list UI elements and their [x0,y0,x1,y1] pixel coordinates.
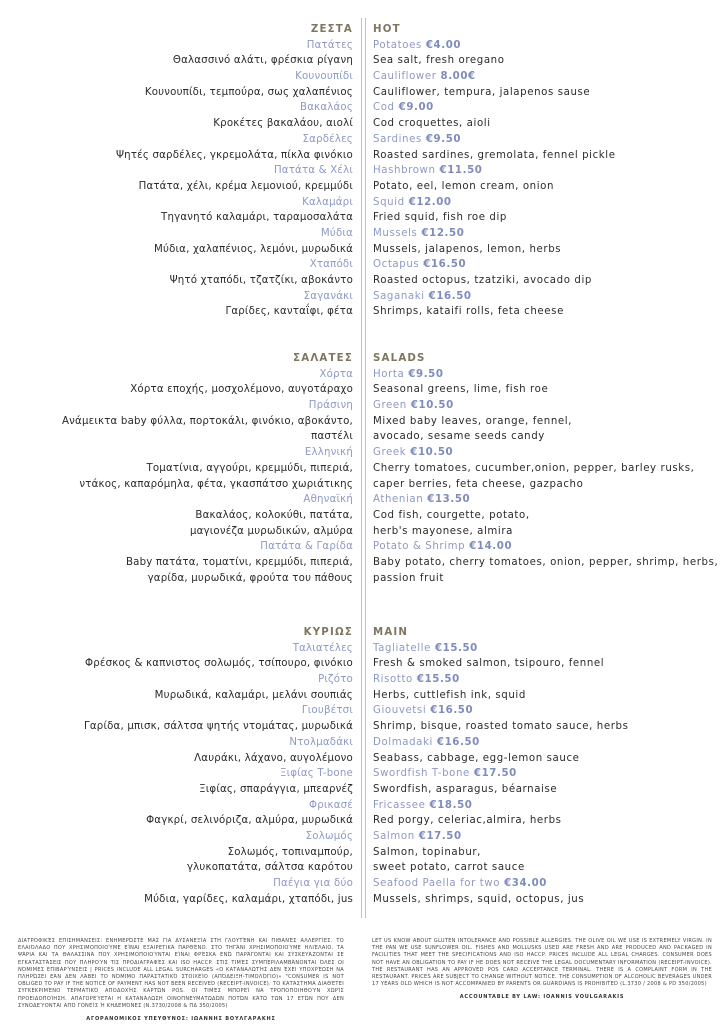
item-description-english: Herbs, cuttlefish ink, squid [373,689,526,701]
item-name-greek: Ριζότο [318,674,353,686]
item-name-english: Swordfish T-bone [373,768,470,780]
menu-item [0,735,724,751]
item-description [0,148,724,164]
item-name-english: Seafood Paella for two [373,878,501,889]
footer-english [372,938,712,1001]
item-description-english: herb's mayonese, almira [373,525,513,537]
menu-item [0,257,724,273]
item-name-greek: Σαγανάκι [303,290,353,302]
item-name-english: Cauliflower [373,71,437,83]
section-title-english: HOT [373,24,401,35]
footer-greek-signature: ΑΓΟΡΑΝΟΜΙΚΟΣ ΥΠΕΥΘΥΝΟΣ: ΙΩΑΝΝΗΣ ΒΟΥΛΓΑΡΑΚΗΣ [86,1016,276,1023]
menu-item [0,132,724,148]
item-description [0,860,724,876]
item-name-greek: Πατάτες [306,39,353,51]
item-name-english-wrap [373,766,517,782]
item-name-english: Octapus [373,259,420,271]
menu-item [0,226,724,242]
section-title-english: MAIN [373,627,409,638]
item-description [0,571,724,587]
item-description-greek: Τοματίνια, αγγούρι, κρεμμύδι, πιπεριά, [146,462,353,474]
footer-greek [18,938,344,1023]
item-name-greek: Κουνουπίδι [295,71,353,83]
item-price: €16.50 [423,259,467,271]
item-price: €17.50 [473,768,517,780]
item-price: €17.50 [418,830,462,842]
item-name-english: Sardines [373,133,422,145]
item-description-greek: Μυρωδικά, καλαμάρι, μελάνι σουπιάς [154,689,353,701]
item-price: €16.50 [430,705,474,717]
item-name-english-wrap [373,445,453,461]
item-description-greek: Baby πατάτα, τοματίνι, κρεμμύδι, πιπεριά, [125,556,353,568]
item-name-english-wrap [373,289,472,305]
item-description [0,751,724,767]
item-price: €34.00 [504,878,547,889]
item-description [0,656,724,672]
item-description [0,304,724,320]
item-name-english-wrap [373,876,547,892]
menu-item [0,876,724,892]
footer-english-notice: LET US KNOW ABOUT GLUTEN INTOLERANCE AND POSSIBLE ALLERGIES. THE OLIVE OIL WE USE IS EXTREMELY VIRGIN. IN THE PAN WE USE SUNFLOWER OIL. FISHES AND MOLLUSKS USED ARE FRESH AND ARE PRODUCED AND PACKAGED IN FACILITIES THAT MEET THE SPECIFICATIONS AND ISO HACCP. PRICES INCLUDE ALL LEGAL CHARGES. CONSUMER DOES NOT HAVE AN OBLIGATION TO PAY IF HE DOES NOT RECEIVE THE LEGAL DOCUMENTARY INFORMATION (RECEIPT-INVOICE). THE RESTAURANT HAS AN APPROVED POS CARD ACCEPTANCE TERMINAL. THERE IS A COMPLAINT FORM IN THE RESTAURANT. PRICES ARE SUBJECT TO CHANGE WITHOUT NOTICE. THE CONSUMPTION OF ALCOHOLIC BEVERAGES UNDER 17 YEARS OLD WHICH IS NOT ACCOMPANIED BY PARENTS OR GUARDIANS IS PROHIBITED (L.3730 / 2008 & PD 350/2005) [372,938,712,988]
item-price: €9.50 [425,133,462,145]
item-name-english: Potato & Shrimp [373,541,466,553]
item-name-english-wrap [373,492,470,508]
item-name-english-wrap [373,539,512,555]
section-title-english: SALADS [373,353,426,364]
item-price: €16.50 [428,290,472,302]
item-description-greek: Μύδια, χαλαπένιος, λεμόνι, μυρωδικά [153,243,353,255]
item-description-english: Seasonal greens, lime, fish roe [373,384,549,396]
item-description-english: caper berries, feta cheese, gazpacho [373,478,584,490]
item-description-english: Potato, eel, lemon cream, onion [373,180,555,192]
item-description [0,477,724,493]
item-name-english: Saganaki [373,290,425,302]
item-price: €18.50 [429,799,473,811]
menu-item [0,539,724,555]
item-description-greek: Σολωμός, τοπιναμπούρ, [227,846,353,858]
item-description [0,242,724,258]
footer-english-signature: ACCOUNTABLE BY LAW: IOANNIS VOULGARAKIS [459,994,625,1001]
item-name-english: Hashbrown [373,165,436,177]
item-description [0,688,724,704]
item-description-english: Cod fish, courgette, potato, [373,509,530,521]
item-description [0,382,724,398]
item-description-greek: Ψητές σαρδέλες, γκρεμολάτα, πίκλα φινόκιο [115,149,353,161]
item-price: €9.50 [408,368,444,380]
item-price: €11.50 [439,165,483,177]
item-description-english: passion fruit [373,572,444,584]
item-name-greek: Σολωμός [305,830,353,842]
item-name-english-wrap [373,38,461,54]
item-name-english-wrap [373,398,454,414]
menu-item [0,163,724,179]
footer-greek-notice: ΔΙΑΤΡΟΦΙΚΈΣ ΕΠΙΣΗΜΆΝΣΕΙΣ: ΕΝΗΜΕΡΏΣΤΕ ΜΑΣ ΓΙΑ ΔΥΣΑΝΕΞΊΑ ΣΤΗ ΓΛΟΥΤΈΝΗ ΚΑΙ ΠΙΘΑΝΈΣ ΑΛΛΕΡΓΊΕΣ. ΤΟ ΕΛΑΙΌΛΑΔΟ ΠΟΥ ΧΡΗΣΙΜΟΠΟΙΟΎΜΕ ΕΊΝΑΙ ΕΞΑΙΡΕΤΙΚΆ ΠΑΡΘΈΝΟ. ΣΤΟ ΤΗΓΆΝΙ ΧΡΗΣΙΜΟΠΟΙΟΎΜΕ ΗΛΙΈΛΑΙΟ. ΤΑ ΨΆΡΙΑ ΚΑΙ ΤΑ ΘΑΛΑΣΣΙΝΆ ΠΟΥ ΧΡΗΣΙΜΟΠΟΙΟΎΝΤΑΙ ΕΊΝΑΙ ΦΡΈΣΚΑ ΕΝΏ ΠΑΡΆΓΟΝΤΑΙ ΚΑΙ ΣΥΣΚΕΥΆΖΟΝΤΑΙ ΣΕ ΕΓΚΑΤΑΣΤΆΣΕΙΣ ΠΟΥ ΠΛΗΡΟΎΝ ΤΙΣ ΠΡΟΔΙΑΓΡΑΦΈΣ ΚΑΙ ISO HACCP. ΣΤΙΣ ΤΙΜΈΣ ΣΥΜΠΕΡΙΛΑΜΒΆΝΟΝΤΑΙ ΌΛΕΣ ΟΙ ΝΌΜΙΜΕΣ ΕΠΙΒΑΡΎΝΣΕΙΣ | PRICES INCLUDE ALL LEGAL SURCHARGES «O ΚΑΤΑΝΑΛΩΤΉΣ ΔΕΝ ΈΧΕΙ ΥΠΟΧΡΈΩΣΗ ΝΑ ΠΛΗΡΏΣΕΙ ΕΆΝ ΔΕΝ ΛΆΒΕΙ ΤΟ ΝΌΜΙΜΟ ΠΑΡΑΣΤΑΤΙΚΌ ΣΤΟΙΧΕΊΟ (ΑΠΌΔΕΙΞΗ-ΤΙΜΟΛΌΓΙΟ)» "CONSUMER IS NOT OBLIGED TO PAY IF THE NOTICE OF PAYMENT HAS NOT BEEN RECEIVED (RECEIPT-INVOICE). ΤΟ ΚΑΤΆΣΤΗΜΑ ΔΙΑΘΈΤΕΙ ΣΥΓΚΕΚΡΙΜΈΝΟ ΤΕΡΜΑΤΙΚΌ ΑΠΟΔΟΧΉΣ ΚΑΡΤΏΝ POS. ΟΙ ΤΙΜΈΣ ΜΠΟΡΕΊ ΝΑ ΤΡΟΠΟΠΟΙΗΘΟΎΝ ΧΩΡΊΣ ΠΡΟΕΙΔΟΠΟΊΗΣΗ. ΑΠΑΓΟΡΕΎΕΤΑΙ Η ΚΑΤΑΝΆΛΩΣΗ ΟΙΝΟΠΝΕΥΜΑΤΩΔΏΝ ΠΟΤΏΝ ΚΆΤΩ ΤΩΝ 17 ΕΤΏΝ ΠΟΥ ΔΕΝ ΣΥΝΟΔΕΎΟΝΤΑΙ ΑΠΌ ΓΟΝΕΊΣ Ή ΚΗΔΕΜΌΝΕΣ (Ν.3730/2008 & ΠΔ 350/2005) [18,938,344,1009]
item-description-greek: Μύδια, γαρίδες, καλαμάρι, χταπόδι, jus [144,893,353,905]
item-description-greek: Φρέσκος & καπνιστος σολωμός, τσίπουρο, φινόκιο [85,658,353,670]
item-name-english: Athenian [373,494,424,506]
section-heading [0,22,724,38]
menu-section [0,625,724,907]
item-name-english: Horta [373,368,405,380]
item-description-greek: παστέλι [311,431,353,443]
item-name-english-wrap [373,829,462,845]
item-description-english: sweet potato, carrot sauce [373,862,525,874]
item-description-english: Roasted octopus, tzatziki, avocado dip [373,275,592,286]
item-name-english-wrap [373,672,460,688]
item-description-greek: γλυκοπατάτα, σάλτσα καρότου [186,862,353,874]
menu-item [0,798,724,814]
item-name-greek: Βακαλάος [300,102,353,114]
menu-item [0,195,724,211]
item-description [0,719,724,735]
item-description [0,892,724,908]
item-description-english: Red porgy, celeriac,almira, herbs [373,815,562,827]
item-description-english: Fried squid, fish roe dip [373,212,508,224]
menu-item [0,672,724,688]
menu-item [0,641,724,657]
item-price: €12.00 [408,196,452,208]
item-description [0,782,724,798]
item-name-english-wrap [373,163,482,179]
item-description [0,845,724,861]
item-description-greek: Γαρίδα, μπισκ, σάλτσα ψητής ντομάτας, μυρωδικά [84,721,353,733]
item-description [0,273,724,289]
item-description-greek: Πατάτα, χέλι, κρέμα λεμονιού, κρεμμύδι [138,180,353,192]
item-name-english-wrap [373,703,473,719]
menu-item [0,492,724,508]
item-price: €10.50 [410,447,454,459]
item-description-english: Swordfish, asparagus, béarnaise [373,783,558,795]
item-description-english: Shrimp, bisque, roasted tomato sauce, herbs [373,721,629,733]
section-title-greek: ΚΥΡΙΩΣ [303,627,353,638]
menu-item [0,703,724,719]
item-name-english-wrap [373,226,464,242]
item-description-english: Salmon, topinabur, [373,846,482,858]
item-description-english: Cauliflower, tempura, jalapenos sause [373,86,591,98]
menu-item [0,398,724,414]
section-heading [0,625,724,641]
item-price: €15.50 [416,674,460,686]
item-description-greek: Κροκέτες βακαλάου, αιολί [213,118,353,130]
menu-item [0,766,724,782]
item-price: €9.00 [398,102,434,114]
item-description-greek: Ψητό χταπόδι, τζατζίκι, αβοκάντο [169,275,353,286]
item-name-english: Giouvetsi [373,705,427,717]
item-description-greek: Ανάμεικτα baby φύλλα, πορτοκάλι, φινόκιο, αβοκάντο, [62,415,353,427]
item-name-english-wrap [373,257,466,273]
item-name-english-wrap [373,100,434,116]
item-name-english: Cod [373,102,395,114]
item-price: €14.00 [469,541,513,553]
item-price: €10.50 [410,400,454,412]
menu-section [0,22,724,320]
menu-item [0,445,724,461]
item-name-greek: Παέγια για δύο [273,878,353,889]
item-description-english: Fresh & smoked salmon, tsipouro, fennel [373,658,605,670]
item-price: 8.00€ [440,71,476,83]
item-description-greek: Θαλασσινό αλάτι, φρέσκια ρίγανη [172,55,353,67]
item-name-greek: Ξιφίας T-bone [280,768,353,780]
item-description [0,210,724,226]
item-description-greek: Γαρίδες, κανταΐφι, φέτα [225,306,353,318]
item-description [0,116,724,132]
item-description [0,461,724,477]
item-description-english: Roasted sardines, gremolata, fennel pickle [373,149,616,161]
item-name-english-wrap [373,132,461,148]
item-name-english: Risotto [373,674,413,686]
item-price: €16.50 [436,736,480,748]
item-description-greek: Ξιφίας, σπαράγγια, μπεαρνέζ [199,783,353,795]
item-name-english-wrap [373,735,480,751]
item-name-greek: Πράσινη [308,400,353,412]
item-description-english: Baby potato, cherry tomatoes, onion, pepper, shrimp, herbs, [373,556,719,568]
item-name-english-wrap [373,367,444,383]
item-price: €4.00 [425,39,462,51]
item-description-greek: Φαγκρί, σελινόριζα, αλμύρα, μυρωδικά [146,815,353,827]
item-description [0,813,724,829]
menu-item [0,100,724,116]
item-name-greek: Αθηναϊκή [303,494,353,506]
item-description-english: Cod croquettes, aioli [373,118,491,130]
item-name-greek: Φρικασέ [308,799,353,811]
item-name-greek: Ντολμαδάκι [289,736,353,748]
item-description [0,555,724,571]
item-name-english: Squid [373,196,405,208]
menu-item [0,38,724,54]
item-price: €13.50 [427,494,471,506]
item-description-english: Mussels, jalapenos, lemon, herbs [373,243,562,255]
menu-item [0,69,724,85]
item-description [0,524,724,540]
item-name-greek: Μύδια [320,227,353,239]
item-description-greek: μαγιονέζα μυρωδικών, αλμύρα [189,525,353,537]
item-price: €15.50 [434,642,478,654]
item-name-greek: Ταλιατέλες [292,642,353,654]
item-description [0,179,724,195]
item-name-greek: Καλαμάρι [302,196,353,208]
item-description-english: Mussels, shrimps, squid, octopus, jus [373,893,585,905]
item-name-english: Fricassee [373,799,426,811]
item-description [0,429,724,445]
menu-item [0,829,724,845]
item-description [0,508,724,524]
item-name-english: Tagliatelle [373,642,431,654]
item-description-greek: Λαυράκι, λάχανο, αυγολέμονο [194,752,353,764]
item-name-english-wrap [373,641,478,657]
item-name-english: Potatoes [373,39,422,51]
item-name-english: Dolmadaki [373,736,433,748]
section-heading [0,351,724,367]
item-description-english: Sea salt, fresh oregano [373,55,505,67]
item-name-greek: Σαρδέλες [302,133,353,145]
item-name-greek: Ελληνική [304,447,353,459]
item-name-english-wrap [373,195,452,211]
item-description-greek: Χόρτα εποχής, μοσχολέμονο, αυγοτάραχο [130,384,353,396]
item-description-greek: Κουνουπίδι, τεμπούρα, σως χαλαπένιος [144,86,353,98]
item-description-greek: γαρίδα, μυρωδικά, φρούτα του πάθους [147,572,353,584]
item-name-english: Green [373,400,407,412]
menu-item [0,367,724,383]
item-name-greek: Γιουβέτσι [301,705,353,717]
item-name-english: Salmon [373,830,415,842]
item-description [0,53,724,69]
item-description-english: Seabass, cabbage, egg-lemon sauce [373,752,580,764]
item-name-greek: Πατάτα & Γαρίδα [260,541,353,553]
item-description-english: avocado, sesame seeds candy [373,431,545,443]
item-description-greek: Τηγανητό καλαμάρι, ταραμοσαλάτα [161,212,353,224]
item-description [0,414,724,430]
menu-item [0,289,724,305]
item-description-greek: Βακαλάος, κολοκύθι, πατάτα, [195,509,353,521]
item-description-english: Mixed baby leaves, orange, fennel, [373,415,573,427]
section-title-greek: ΣΑΛΑΤΕΣ [293,353,353,364]
item-name-english-wrap [373,69,476,85]
item-description-english: Shrimps, kataifi rolls, feta cheese [373,306,564,318]
item-name-english-wrap [373,798,472,814]
item-price: €12.50 [421,227,465,239]
item-description [0,85,724,101]
item-name-english: Greek [373,447,407,459]
item-description-greek: ντάκος, καπαρόμηλα, φέτα, γκασπάτσο χωριάτικης [79,478,353,490]
item-name-greek: Χόρτα [319,368,353,380]
section-title-greek: ΖΕΣΤΑ [310,24,353,35]
menu-section [0,351,724,586]
item-name-english: Mussels [373,227,418,239]
item-description-english: Cherry tomatoes, cucumber,onion, pepper, barley rusks, [373,462,695,474]
item-name-greek: Χταπόδι [309,259,353,271]
item-name-greek: Πατάτα & Χέλι [273,165,353,177]
